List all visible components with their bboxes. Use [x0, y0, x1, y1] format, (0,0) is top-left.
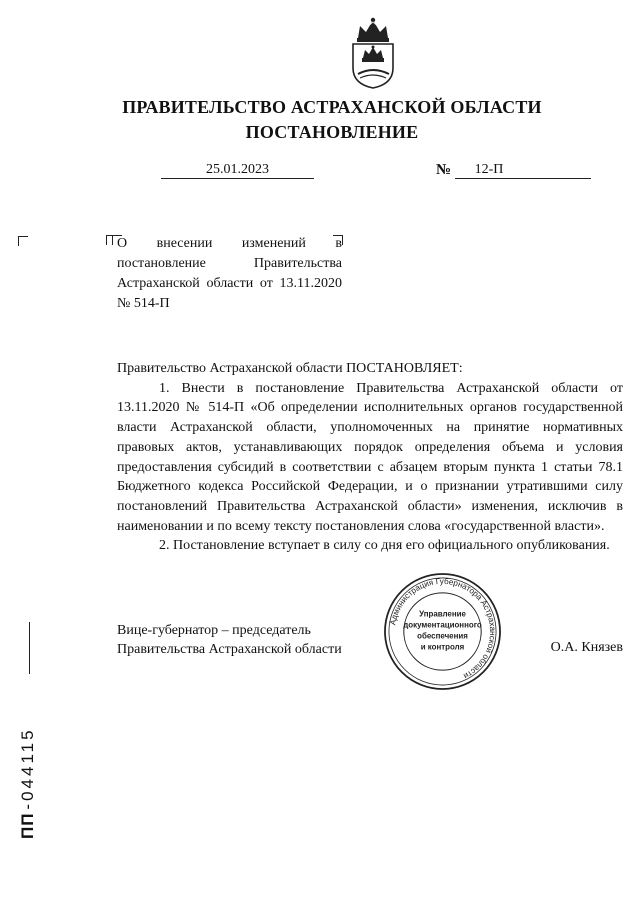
stamp-inner-line-3: обеспечения: [417, 631, 468, 641]
signatory-position: [117, 621, 342, 659]
serial-prefix: ПП: [18, 812, 37, 839]
body-intro: Правительство Астраханской области ПОСТАНОВЛЯЕТ:: [117, 361, 463, 376]
stamp-inner-line-1: Управление: [419, 609, 466, 619]
document-org-title: ПРАВИТЕЛЬСТВО АСТРАХАНСКОЙ ОБЛАСТИ: [122, 97, 542, 117]
official-stamp: [383, 572, 502, 691]
body-item-1: 1. Внести в постановление Правительства Астраханской области от 13.11.2020 № 514-П «Об определении исполнительных органов государственной власти Астраханской области, уполномоченных на принятие нормативных правовых актов, устанавливающих порядок определения объема и условия предоставления субсидий в соответствии с абзацем вторым пункта 1 статьи 78.1 Бюджетного кодекса Российской Федерации, и о признании утратившими силу постановлений Правительства Астраханской области» изменения, исключив в наименовании и по всему тексту постановления слова «государственной власти».: [117, 380, 623, 534]
document-subject: [117, 234, 342, 314]
form-serial-number: [18, 729, 40, 839]
margin-line: [29, 622, 30, 674]
signatory-position-line-2: Правительства Астраханской области: [117, 642, 342, 657]
document-type-title: ПОСТАНОВЛЕНИЕ: [245, 122, 419, 142]
stamp-inner-line-4: и контроля: [420, 642, 465, 652]
body-item-2: 2. Постановление вступает в силу со дня его официального опубликования.: [159, 538, 610, 554]
stamp-inner-line-2: документационного: [403, 620, 482, 630]
signatory-position-line-1: Вице-губернатор – председатель: [117, 623, 311, 638]
serial-number: -044115: [18, 727, 37, 810]
number-underline: [455, 178, 591, 179]
stamp-outer-text: Администрация Губернатора Астраханской области: [388, 576, 498, 681]
date-underline: [161, 178, 314, 179]
document-body: [117, 359, 623, 556]
signatory-name: О.А. Князев: [550, 640, 623, 655]
document-date: 25.01.2023: [206, 162, 269, 177]
number-label: №: [436, 162, 452, 178]
coat-of-arms-icon: [344, 16, 402, 90]
subject-text: О внесении изменений в постановление Правительства Астраханской области от 13.11.2020 № 514-П: [117, 236, 342, 311]
corner-mark: [18, 236, 28, 246]
document-number: 12-П: [474, 162, 504, 177]
